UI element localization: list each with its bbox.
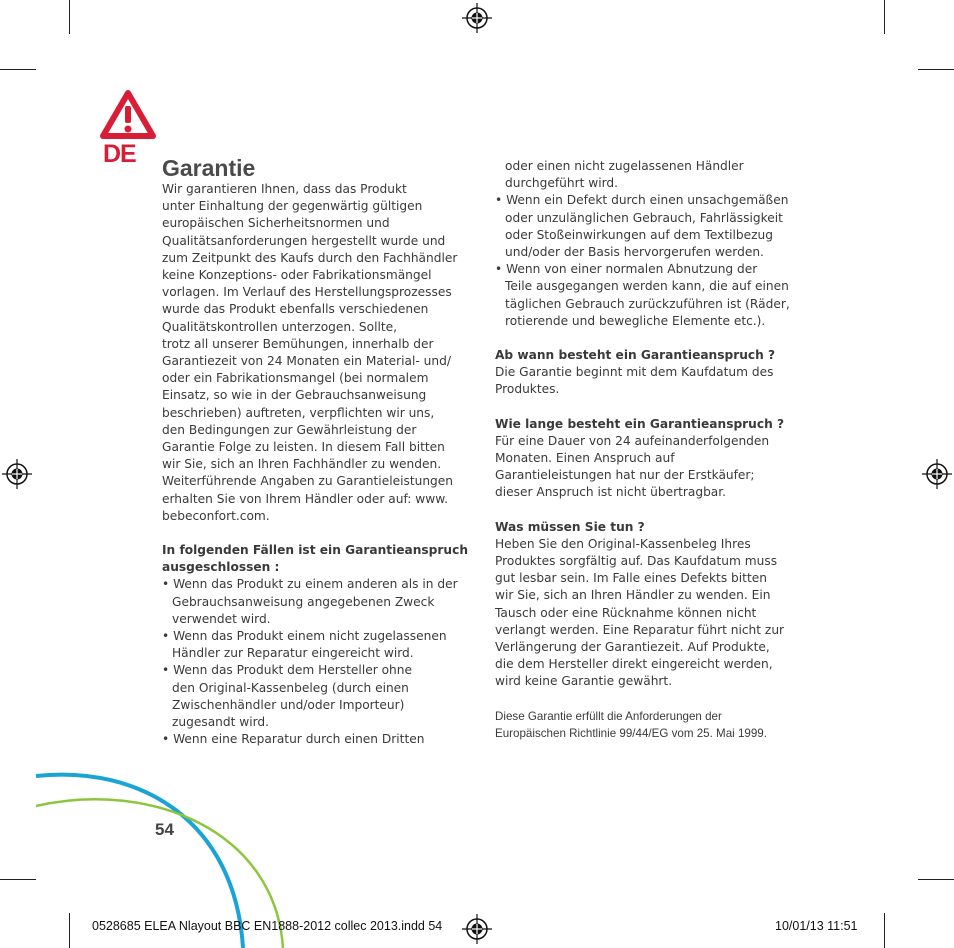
text-line: zugesandt wird. [172, 715, 270, 730]
text-line: Einsatz, so wie in der Gebrauchsanweisung [162, 388, 427, 403]
text-line: Qualitätskontrollen unterzogen. Sollte, [162, 319, 397, 334]
text-line: oder unzulänglichen Gebrauch, Fahrlässigkeit [505, 210, 783, 225]
bullet-item [162, 731, 472, 748]
text-line: • Wenn von einer normalen Abnutzung der [495, 262, 758, 277]
page-number: 54 [155, 820, 174, 839]
section-heading: Was müssen Sie tun ? [495, 519, 645, 534]
section-heading: ausgeschlossen : [162, 560, 280, 575]
registration-mark-icon [462, 914, 492, 944]
text-line: gut lesbar sein. Im Falle eines Defekts bitten [495, 571, 767, 586]
section [495, 347, 815, 399]
text-line: Monaten. Einen Anspruch auf [495, 451, 675, 466]
warning-triangle-icon [99, 89, 157, 141]
text-line: Für eine Dauer von 24 aufeinanderfolgenden [495, 433, 770, 448]
crop-mark [918, 69, 954, 70]
footer-file: 0528685 ELEA Nlayout BBC EN1888-2012 collec 2013.indd 54 [92, 919, 443, 933]
bullet-item [495, 192, 815, 261]
text-line: oder Stoßeinwirkungen auf dem Textilbezug [505, 227, 774, 242]
crop-mark [918, 879, 954, 880]
text-line: Qualitätsanforderungen hergestellt wurde und [162, 233, 446, 248]
section-heading: In folgenden Fällen ist ein Garantieanspruch [162, 543, 468, 558]
text-line: • Wenn das Produkt dem Hersteller ohne [162, 663, 412, 678]
text-line: Händler zur Reparatur eingereicht wird. [172, 646, 414, 661]
text-line: unter Einhaltung der gegenwärtig gültigen [162, 199, 423, 214]
text-line: wurde das Produkt ebenfalls verschiedenen [162, 302, 429, 317]
text-line: den Bedingungen zur Gewährleistung der [162, 422, 417, 437]
text-line: Produktes. [495, 382, 560, 397]
text-line: Teile ausgegangen werden kann, die auf einen [505, 279, 789, 294]
crop-mark [69, 0, 70, 34]
text-line: durchgeführt wird. [505, 176, 619, 191]
text-line: Garantie Folge zu leisten. In diesem Fall bitten [162, 440, 445, 455]
text-line: keine Konzeptions- oder Fabrikationsmängel [162, 268, 432, 283]
page-title: Garantie [162, 155, 256, 181]
text-line: beschrieben) auftreten, verpflichten wir uns, [162, 405, 435, 420]
text-line: verwendet wird. [172, 611, 271, 626]
registration-mark-icon [462, 3, 492, 33]
bullet-item [495, 261, 815, 330]
right-column [495, 158, 815, 742]
section-heading: Ab wann besteht ein Garantieanspruch ? [495, 348, 776, 363]
text-line: bebeconfort.com. [162, 508, 270, 523]
crop-mark [0, 69, 36, 70]
text-line: täglichen Gebrauch zurückzuführen ist (Räder, [505, 296, 790, 311]
section [495, 416, 815, 502]
text-line: Gebrauchsanweisung angegebenen Zweck [172, 594, 435, 609]
bullet-item [162, 576, 472, 628]
text-line: Tausch oder eine Rücknahme können nicht [495, 605, 757, 620]
bullet-continuation [495, 158, 815, 192]
text-line: und/oder der Basis hervorgerufen werden. [505, 245, 764, 260]
text-line: europäischen Sicherheitsnormen und [162, 216, 390, 231]
footnote [495, 708, 815, 742]
text-line: dieser Anspruch ist nicht übertragbar. [495, 485, 727, 500]
text-line: wir Sie, sich an Ihren Händler zu wenden. Ein [495, 588, 771, 603]
registration-mark-icon [2, 459, 32, 489]
text-line: oder ein Fabrikationsmangel (bei normalem [162, 371, 429, 386]
text-line: Die Garantie beginnt mit dem Kaufdatum des [495, 365, 774, 380]
text-line: Zwischenhändler und/oder Importeur) [172, 697, 405, 712]
text-line: • Wenn das Produkt zu einem anderen als in der [162, 577, 458, 592]
text-line: • Wenn das Produkt einem nicht zugelassenen [162, 629, 447, 644]
crop-mark [884, 913, 885, 948]
text-line: vorlagen. Im Verlauf des Herstellungsprozesses [162, 285, 452, 300]
text-line: wir Sie, sich an Ihren Fachhändler zu wenden. [162, 457, 442, 472]
text-line: zum Zeitpunkt des Kaufs durch den Fachhändler [162, 250, 458, 265]
text-line: Weiterführende Angaben zu Garantieleistungen [162, 474, 453, 489]
text-line: oder einen nicht zugelassenen Händler [505, 159, 744, 173]
language-code: DE [103, 140, 136, 168]
bullet-item [162, 628, 472, 662]
text-line: Garantiezeit von 24 Monaten ein Material- und/ [162, 354, 451, 369]
bullet-item [162, 662, 472, 731]
text-line: verlangt werden. Eine Reparatur führt nicht zur [495, 622, 785, 637]
footer-datetime: 10/01/13 11:51 [775, 919, 858, 933]
text-line: die dem Hersteller direkt eingereicht werden, [495, 657, 773, 672]
text-line: Wir garantieren Ihnen, dass das Produkt [162, 182, 407, 196]
text-line: Verlängerung der Garantiezeit. Auf Produkte, [495, 640, 770, 655]
crop-mark [884, 0, 885, 34]
left-column [162, 181, 472, 749]
text-line: Produktes sorgfältig auf. Das Kaufdatum muss [495, 554, 778, 569]
intro-paragraph [162, 181, 472, 525]
registration-mark-icon [922, 459, 952, 489]
text-line: Garantieleistungen hat nur der Erstkäufer; [495, 468, 755, 483]
section-heading: Wie lange besteht ein Garantieanspruch ? [495, 416, 785, 431]
text-line: den Original-Kassenbeleg (durch einen [172, 680, 409, 695]
text-line: erhalten Sie von Ihrem Händler oder auf: www. [162, 491, 448, 506]
text-line: Heben Sie den Original-Kassenbeleg Ihres [495, 536, 751, 551]
section [495, 519, 815, 691]
text-line: • Wenn ein Defekt durch einen unsachgemäßen [495, 193, 789, 208]
text-line: trotz all unserer Bemühungen, innerhalb der [162, 336, 434, 351]
text-line: wird keine Garantie gewährt. [495, 674, 673, 689]
text-line: Diese Garantie erfüllt die Anforderungen der [495, 709, 722, 723]
text-line: • Wenn eine Reparatur durch einen Dritten [162, 732, 425, 747]
text-line: rotierende und bewegliche Elemente etc.). [505, 313, 766, 328]
text-line: Europäischen Richtlinie 99/44/EG vom 25. Mai 1999. [495, 726, 767, 740]
